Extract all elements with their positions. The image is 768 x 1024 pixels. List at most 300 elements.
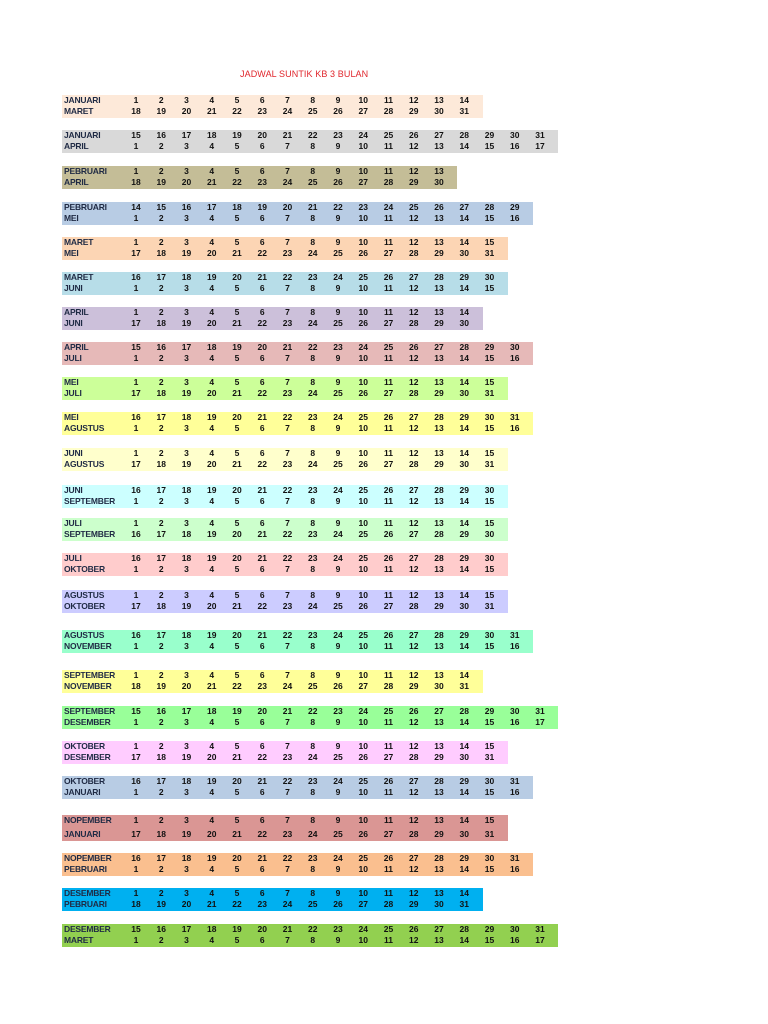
day-cell: 19 [181,752,192,762]
day-cell: 30 [510,924,520,934]
month-label: NOPEMBER [64,853,112,863]
day-cell: 23 [308,412,318,422]
day-cell: 10 [358,237,368,247]
day-cell: 22 [232,177,242,187]
schedule-line [62,342,533,353]
day-cell: 28 [409,459,419,469]
day-cell: 8 [310,590,316,600]
schedule-line [62,412,533,423]
day-cell: 4 [209,95,215,105]
day-cell: 24 [308,248,318,258]
day-cell: 6 [259,670,265,680]
day-cell: 9 [335,377,341,387]
day-cell: 23 [308,485,318,495]
day-cell: 25 [358,485,368,495]
day-cell: 9 [335,888,341,898]
day-cell: 28 [409,318,419,328]
month-label: DESEMBER [64,717,111,727]
day-cell: 14 [459,590,469,600]
month-label: JUNI [64,448,83,458]
schedule-block [62,130,558,153]
day-cell: 26 [333,106,343,116]
day-cell: 29 [484,924,495,934]
day-cell: 20 [257,342,267,352]
month-label: AGUSTUS [64,459,105,469]
day-cell: 29 [434,459,444,469]
day-cell: 10 [358,448,368,458]
schedule-line [62,741,508,752]
day-cell: 2 [158,307,164,317]
day-cell: 7 [285,815,290,825]
day-cell: 25 [409,202,419,212]
day-cell: 18 [156,829,166,839]
schedule-line [62,864,533,875]
day-cell: 1 [133,641,139,651]
day-cell: 16 [131,412,141,422]
day-cell: 27 [383,601,394,611]
day-cell: 19 [232,342,242,352]
day-cell: 7 [285,670,290,680]
day-cell: 31 [459,899,469,909]
day-cell: 29 [459,412,469,422]
day-cell: 13 [434,815,444,825]
day-cell: 20 [257,924,267,934]
month-label: JUNI [64,283,83,293]
day-cell: 8 [310,423,316,433]
month-label: OKTOBER [64,776,105,786]
schedule-block [62,412,533,435]
day-cell: 25 [358,776,368,786]
day-cell: 22 [308,342,318,352]
day-cell: 19 [207,853,217,863]
day-cell: 3 [184,935,189,945]
day-cell: 2 [158,815,164,825]
day-cell: 24 [333,412,343,422]
day-cell: 18 [131,106,141,116]
schedule-line [62,95,483,106]
day-cell: 5 [234,815,240,825]
day-cell: 23 [308,529,318,539]
day-cell: 4 [209,377,215,387]
day-cell: 14 [459,95,469,105]
day-cell: 22 [333,202,343,212]
schedule-line [62,248,508,259]
day-cell: 1 [133,815,139,825]
day-cell: 8 [310,307,316,317]
day-cell: 12 [409,496,419,506]
day-cell: 20 [181,177,192,187]
day-cell: 18 [207,924,217,934]
month-label: APRIL [64,307,89,317]
day-cell: 9 [335,935,341,945]
schedule-line [62,202,533,213]
day-cell: 17 [156,529,166,539]
day-cell: 3 [184,307,189,317]
day-cell: 8 [310,377,316,387]
day-cell: 4 [209,888,215,898]
day-cell: 16 [510,213,520,223]
day-cell: 24 [333,272,343,282]
day-cell: 30 [484,553,495,563]
month-label: SEPTEMBER [64,496,116,506]
day-cell: 5 [234,590,240,600]
day-cell: 5 [234,888,240,898]
day-cell: 31 [484,752,495,762]
day-cell: 25 [333,601,343,611]
schedule-line [62,485,508,496]
day-cell: 5 [234,283,240,293]
day-cell: 26 [434,202,444,212]
schedule-line [62,553,508,564]
day-cell: 8 [310,815,316,825]
day-cell: 18 [156,248,166,258]
day-cell: 20 [181,106,192,116]
day-cell: 9 [335,95,341,105]
day-cell: 26 [383,529,394,539]
day-cell: 14 [459,564,469,574]
day-cell: 2 [158,564,164,574]
month-label: NOPEMBER [64,815,112,825]
day-cell: 27 [358,106,368,116]
day-cell: 23 [282,388,293,398]
day-cell: 10 [358,815,368,825]
day-cell: 18 [181,529,192,539]
day-cell: 17 [156,553,166,563]
day-cell: 8 [310,95,316,105]
day-cell: 14 [459,888,469,898]
day-cell: 27 [383,318,394,328]
day-cell: 15 [484,935,495,945]
day-cell: 29 [434,388,444,398]
day-cell: 4 [209,237,215,247]
day-cell: 14 [459,787,469,797]
day-cell: 13 [434,166,444,176]
day-cell: 5 [234,237,240,247]
day-cell: 3 [184,141,189,151]
month-label: DESEMBER [64,924,111,934]
day-cell: 16 [510,353,520,363]
day-cell: 1 [133,518,139,528]
day-cell: 12 [409,307,419,317]
day-cell: 1 [133,496,139,506]
day-cell: 3 [184,717,189,727]
day-cell: 27 [383,388,394,398]
day-cell: 3 [184,564,189,574]
day-cell: 2 [158,787,164,797]
day-cell: 4 [209,564,215,574]
day-cell: 1 [133,448,139,458]
schedule-block [62,670,483,693]
day-cell: 8 [310,641,316,651]
schedule-block [62,853,533,876]
day-cell: 3 [184,166,189,176]
day-cell: 2 [158,888,164,898]
day-cell: 28 [409,752,419,762]
day-cell: 26 [383,485,394,495]
day-cell: 29 [434,601,444,611]
day-cell: 19 [156,177,166,187]
schedule-block [62,166,457,189]
day-cell: 19 [181,388,192,398]
month-label: MEI [64,248,79,258]
schedule-block [62,342,533,365]
day-cell: 19 [181,459,192,469]
day-cell: 23 [282,459,293,469]
day-cell: 28 [434,630,444,640]
day-cell: 11 [384,641,393,651]
schedule-line [62,853,533,864]
day-cell: 14 [459,815,469,825]
day-cell: 17 [131,459,141,469]
day-cell: 20 [232,485,242,495]
day-cell: 24 [358,924,368,934]
day-cell: 15 [156,202,166,212]
day-cell: 5 [234,423,240,433]
day-cell: 31 [510,630,520,640]
day-cell: 16 [181,202,192,212]
day-cell: 18 [181,630,192,640]
day-cell: 22 [282,553,293,563]
day-cell: 1 [133,166,139,176]
schedule-line [62,388,508,399]
day-cell: 9 [335,283,341,293]
day-cell: 5 [234,307,240,317]
day-cell: 29 [434,248,444,258]
day-cell: 28 [434,485,444,495]
day-cell: 20 [207,318,217,328]
day-cell: 19 [156,106,166,116]
schedule-line [62,670,483,681]
day-cell: 16 [510,864,520,874]
day-cell: 18 [156,459,166,469]
day-cell: 11 [384,423,393,433]
day-cell: 29 [484,706,495,716]
day-cell: 8 [310,353,316,363]
day-cell: 31 [459,681,469,691]
day-cell: 27 [434,130,444,140]
day-cell: 18 [181,776,192,786]
day-cell: 18 [207,342,217,352]
schedule-block [62,706,558,729]
day-cell: 4 [209,815,215,825]
month-label: JANUARI [64,95,101,105]
day-cell: 2 [158,166,164,176]
day-cell: 13 [434,95,444,105]
day-cell: 26 [409,342,419,352]
day-cell: 7 [285,590,290,600]
day-cell: 24 [308,752,318,762]
day-cell: 14 [459,641,469,651]
day-cell: 13 [434,423,444,433]
day-cell: 19 [207,485,217,495]
day-cell: 25 [383,924,394,934]
schedule-line [62,752,508,763]
day-cell: 28 [409,248,419,258]
day-cell: 11 [384,518,393,528]
day-cell: 20 [207,388,217,398]
day-cell: 1 [133,213,139,223]
day-cell: 6 [259,590,265,600]
day-cell: 13 [434,888,444,898]
day-cell: 4 [209,307,215,317]
month-label: MARET [64,106,94,116]
day-cell: 9 [335,166,341,176]
day-cell: 3 [184,864,189,874]
day-cell: 11 [384,283,393,293]
day-cell: 22 [232,681,242,691]
day-cell: 8 [310,717,316,727]
day-cell: 27 [409,776,419,786]
schedule-line [62,717,558,728]
day-cell: 27 [409,485,419,495]
day-cell: 29 [459,529,469,539]
day-cell: 12 [409,377,419,387]
day-cell: 22 [257,829,267,839]
schedule-line [62,787,533,798]
day-cell: 12 [409,166,419,176]
day-cell: 19 [207,553,217,563]
day-cell: 5 [234,213,240,223]
day-cell: 14 [459,935,469,945]
month-label: PEBRUARI [64,202,107,212]
month-label: DESEMBER [64,888,111,898]
schedule-block [62,307,483,330]
day-cell: 10 [358,353,368,363]
day-cell: 6 [259,237,265,247]
day-cell: 21 [232,248,242,258]
day-cell: 4 [209,717,215,727]
day-cell: 27 [409,853,419,863]
day-cell: 1 [133,377,139,387]
day-cell: 3 [184,353,189,363]
day-cell: 9 [335,141,341,151]
day-cell: 24 [358,706,368,716]
day-cell: 6 [259,641,265,651]
day-cell: 5 [234,448,240,458]
day-cell: 9 [335,213,341,223]
day-cell: 11 [384,717,393,727]
month-label: APRIL [64,342,89,352]
day-cell: 20 [232,412,242,422]
day-cell: 6 [259,141,265,151]
day-cell: 17 [181,342,192,352]
day-cell: 20 [207,601,217,611]
day-cell: 9 [335,564,341,574]
day-cell: 10 [358,864,368,874]
day-cell: 4 [209,741,215,751]
day-cell: 5 [234,935,240,945]
day-cell: 27 [358,177,368,187]
day-cell: 22 [308,706,318,716]
day-cell: 29 [434,752,444,762]
day-cell: 9 [335,237,341,247]
day-cell: 28 [434,529,444,539]
day-cell: 30 [484,529,495,539]
month-label: PEBRUARI [64,899,107,909]
schedule-block [62,630,533,653]
day-cell: 14 [459,353,469,363]
day-cell: 20 [181,681,192,691]
day-cell: 26 [358,318,368,328]
day-cell: 8 [310,787,316,797]
month-label: JANUARI [64,787,101,797]
day-cell: 6 [259,213,265,223]
day-cell: 7 [285,307,290,317]
day-cell: 31 [484,829,495,839]
day-cell: 18 [156,318,166,328]
day-cell: 21 [207,106,217,116]
day-cell: 29 [459,853,469,863]
day-cell: 17 [156,630,166,640]
day-cell: 6 [259,864,265,874]
day-cell: 23 [308,272,318,282]
month-label: SEPTEMBER [64,670,116,680]
day-cell: 30 [510,706,520,716]
day-cell: 5 [234,518,240,528]
day-cell: 6 [259,496,265,506]
day-cell: 15 [484,141,495,151]
day-cell: 29 [459,553,469,563]
day-cell: 14 [459,423,469,433]
day-cell: 3 [184,641,189,651]
day-cell: 9 [335,864,341,874]
day-cell: 4 [209,496,215,506]
day-cell: 4 [209,670,215,680]
day-cell: 14 [459,283,469,293]
schedule-line [62,935,558,946]
day-cell: 26 [358,601,368,611]
day-cell: 3 [184,377,189,387]
day-cell: 31 [484,388,495,398]
day-cell: 27 [409,553,419,563]
day-cell: 23 [282,601,293,611]
day-cell: 30 [459,752,469,762]
day-cell: 25 [358,412,368,422]
day-cell: 4 [209,423,215,433]
day-cell: 24 [333,529,343,539]
day-cell: 23 [308,776,318,786]
day-cell: 4 [209,864,215,874]
day-cell: 10 [358,307,368,317]
day-cell: 7 [285,787,290,797]
day-cell: 3 [184,95,189,105]
day-cell: 24 [282,177,293,187]
schedule-line [62,924,558,935]
day-cell: 7 [285,641,290,651]
day-cell: 11 [384,213,393,223]
day-cell: 6 [259,564,265,574]
day-cell: 13 [434,670,444,680]
day-cell: 11 [384,141,393,151]
day-cell: 15 [484,641,495,651]
day-cell: 13 [434,353,444,363]
day-cell: 21 [257,853,267,863]
month-label: SEPTEMBER [64,529,116,539]
day-cell: 25 [358,853,368,863]
day-cell: 17 [131,601,141,611]
day-cell: 6 [259,353,265,363]
day-cell: 19 [181,829,192,839]
month-label: MEI [64,213,79,223]
day-cell: 20 [232,272,242,282]
day-cell: 11 [384,935,393,945]
day-cell: 4 [209,213,215,223]
day-cell: 11 [384,864,393,874]
day-cell: 12 [409,213,419,223]
day-cell: 22 [282,529,293,539]
day-cell: 2 [158,213,164,223]
day-cell: 16 [510,641,520,651]
